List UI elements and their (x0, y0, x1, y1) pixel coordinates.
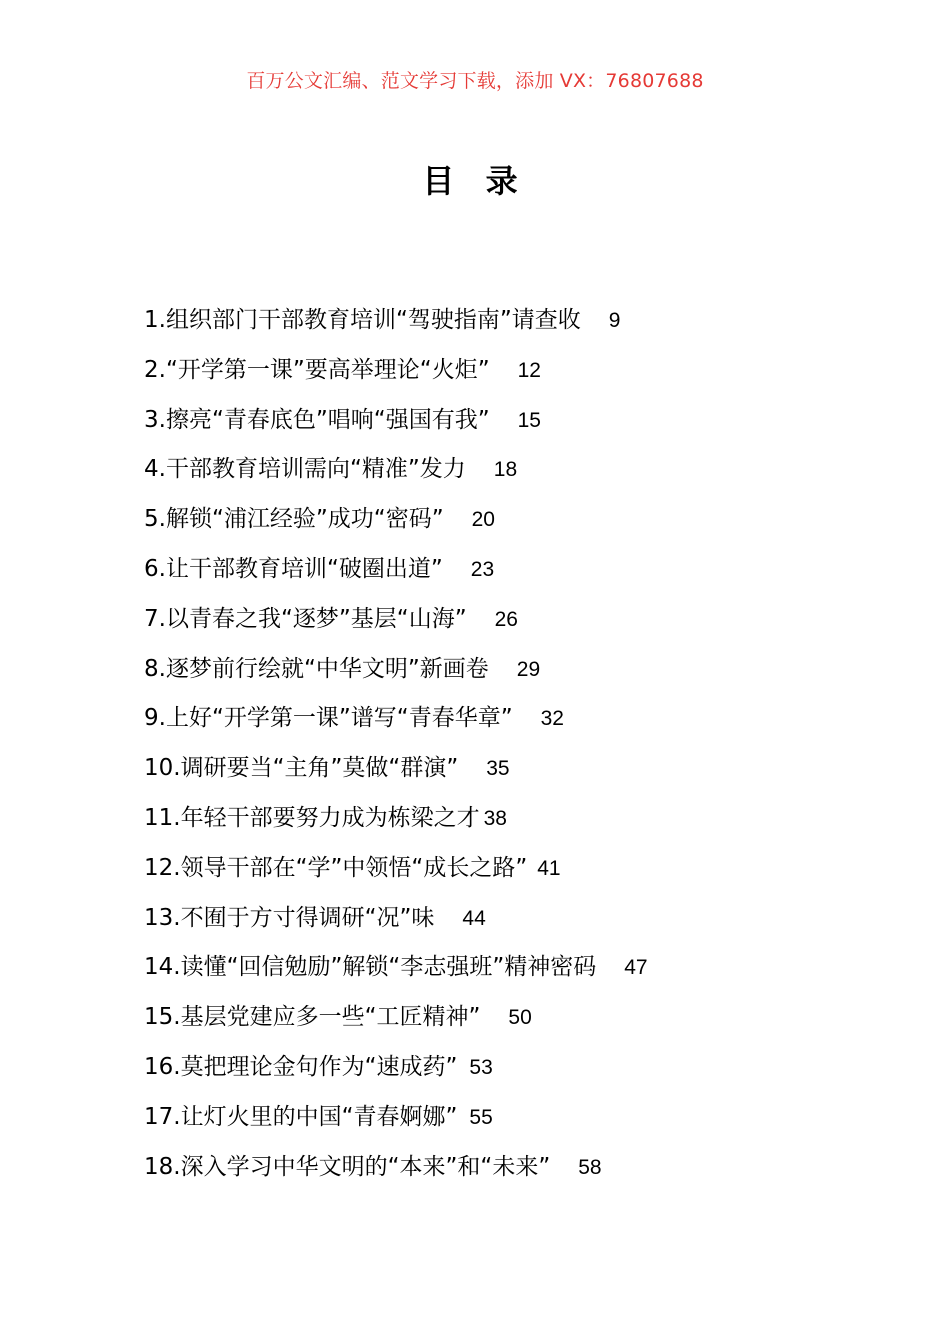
toc-item-title: 4.干部教育培训需向“精准”发力 (144, 456, 466, 483)
toc-item-title: 13.不囿于方寸得调研“况”味 (144, 904, 435, 931)
toc-item-page: 20 (471, 508, 495, 532)
toc-item-title: 12.领导干部在“学”中领悟“成长之路” (144, 854, 528, 881)
toc-item[interactable] (144, 396, 884, 446)
page-title: 目 录 (422, 162, 528, 200)
table-of-contents (144, 296, 884, 1192)
toc-item[interactable] (144, 794, 884, 844)
toc-item[interactable] (144, 1043, 884, 1093)
toc-item-page: 9 (608, 309, 621, 332)
toc-item-page: 53 (469, 1055, 493, 1079)
toc-item-title: 17.让灯火里的中国“青春婀娜” (144, 1103, 458, 1130)
toc-item[interactable] (144, 744, 884, 794)
toc-item[interactable] (144, 495, 884, 545)
toc-item-page: 23 (470, 557, 495, 581)
toc-item-title: 18.深入学习中华文明的“本来”和“未来” (144, 1153, 551, 1180)
toc-item-page: 26 (494, 607, 518, 631)
toc-item[interactable] (144, 694, 884, 744)
toc-item-page: 55 (469, 1105, 493, 1129)
toc-item[interactable] (144, 993, 884, 1043)
toc-item-page: 15 (517, 408, 541, 432)
toc-item-title: 9.上好“开学第一课”谱写“青春华章” (144, 705, 513, 732)
toc-item[interactable] (144, 1093, 884, 1143)
toc-item-page: 47 (624, 956, 648, 980)
header-note: 百万公文汇编、范文学习下载，添加 VX：76807688 (246, 70, 704, 92)
toc-item-title: 3.擦亮“青春底色”唱响“强国有我” (144, 406, 490, 433)
toc-item-title: 15.基层党建应多一些“工匠精神” (144, 1004, 481, 1031)
toc-item-title: 16.莫把理论金句作为“速成药” (144, 1053, 458, 1080)
toc-item-title: 7.以青春之我“逐梦”基层“山海” (144, 605, 467, 632)
toc-item[interactable] (144, 943, 884, 993)
toc-item-page: 18 (493, 458, 518, 482)
toc-item[interactable] (144, 595, 884, 645)
toc-item-page: 44 (462, 906, 486, 930)
toc-item-page: 50 (508, 1006, 532, 1030)
toc-item[interactable] (144, 645, 884, 695)
toc-item-title: 10.调研要当“主角”莫做“群演” (144, 755, 459, 782)
toc-item[interactable] (144, 844, 884, 894)
toc-item-title: 11.年轻干部要努力成为栋梁之才 (144, 804, 480, 831)
toc-item-page: 29 (516, 657, 541, 681)
toc-item[interactable] (144, 346, 884, 396)
toc-item-page: 58 (578, 1155, 602, 1179)
toc-item-page: 38 (483, 806, 507, 830)
toc-item[interactable] (144, 445, 884, 495)
toc-item-title: 2.“开学第一课”要高举理论“火炬” (144, 356, 490, 383)
toc-item-page: 12 (517, 358, 541, 382)
toc-item-title: 6.让干部教育培训“破圈出道” (144, 555, 443, 582)
toc-item-title: 5.解锁“浦江经验”成功“密码” (144, 506, 444, 533)
toc-item[interactable] (144, 1143, 884, 1193)
toc-item[interactable] (144, 545, 884, 595)
toc-item-page: 35 (486, 757, 510, 781)
toc-item-page: 41 (537, 856, 561, 880)
toc-item-title: 8.逐梦前行绘就“中华文明”新画卷 (144, 655, 489, 682)
toc-item-title: 14.读懂“回信勉励”解锁“李志强班”精神密码 (144, 954, 597, 981)
toc-item[interactable] (144, 894, 884, 944)
toc-item[interactable] (144, 296, 884, 346)
toc-item-title: 1.组织部门干部教育培训“驾驶指南”请查收 (144, 307, 581, 333)
toc-item-page: 32 (540, 707, 564, 731)
